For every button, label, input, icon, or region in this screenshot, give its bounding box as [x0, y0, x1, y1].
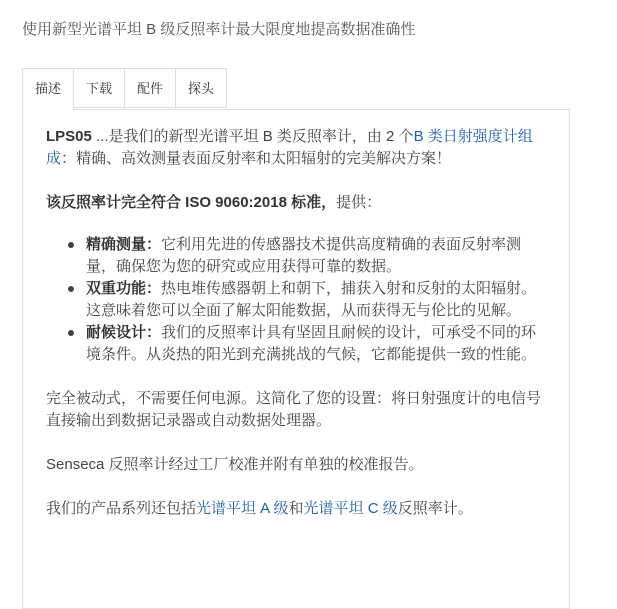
tab-bar	[22, 68, 227, 110]
product-code: LPS05	[46, 128, 92, 145]
range-paragraph	[46, 498, 547, 520]
intro-text-end: ：精确、高效测量表面反射率和太阳辐射的完美解决方案！	[61, 150, 452, 167]
standard-text: 提供：	[336, 194, 382, 211]
feature-title: 精确测量：	[86, 236, 162, 253]
tab-description[interactable]: 描述	[22, 68, 73, 110]
tab-downloads[interactable]: 下载	[73, 68, 124, 108]
tab-probes[interactable]: 探头	[175, 68, 227, 108]
intro-text: ...是我们的新型光谱平坦 B 类反照率计，由 2 个	[91, 128, 414, 145]
calibration-paragraph: Senseca 反照率计经过工厂校准并附有单独的校准报告。	[46, 456, 424, 473]
standard-statement: 该反照率计完全符合 ISO 9060:2018 标准，	[46, 194, 337, 211]
range-text-end: 反照率计。	[397, 500, 473, 517]
feature-item	[86, 278, 547, 322]
range-text: 我们的产品系列还包括	[46, 500, 197, 517]
feature-item	[86, 322, 547, 366]
intro-paragraph	[46, 126, 547, 170]
feature-title: 双重功能：	[86, 280, 162, 297]
class-a-link[interactable]: 光谱平坦 A 级	[196, 500, 289, 517]
standard-paragraph	[46, 192, 547, 214]
pyranometer-link[interactable]: B 类日射强度计组成	[46, 128, 533, 167]
class-c-link[interactable]: 光谱平坦 C 级	[303, 500, 398, 517]
feature-text: 它利用先进的传感器技术提供高度精确的表面反射率测量，确保您为您的研究或应用获得可靠的数据。	[86, 236, 522, 275]
feature-text: 我们的反照率计具有坚固且耐候的设计，可承受不同的环境条件。从炎热的阳光到充满挑战的气候，它都能提供一致的性能。	[86, 324, 537, 363]
passive-paragraph: 完全被动式，不需要任何电源。这简化了您的设置：将日射强度计的电信号直接输出到数据记录器或自动数据处理器。	[46, 390, 542, 429]
tab-accessories[interactable]: 配件	[124, 68, 175, 108]
description-panel	[22, 109, 570, 609]
range-text-and: 和	[288, 500, 304, 517]
feature-text: 热电堆传感器朝上和朝下，捕获入射和反射的太阳辐射。这意味着您可以全面了解太阳能数据，从而获得无与伦比的见解。	[86, 280, 537, 319]
feature-item	[86, 234, 547, 278]
feature-list	[46, 234, 547, 366]
product-headline: 使用新型光谱平坦 B 级反照率计最大限度地提高数据准确性	[22, 21, 416, 38]
feature-title: 耐候设计：	[86, 324, 162, 341]
